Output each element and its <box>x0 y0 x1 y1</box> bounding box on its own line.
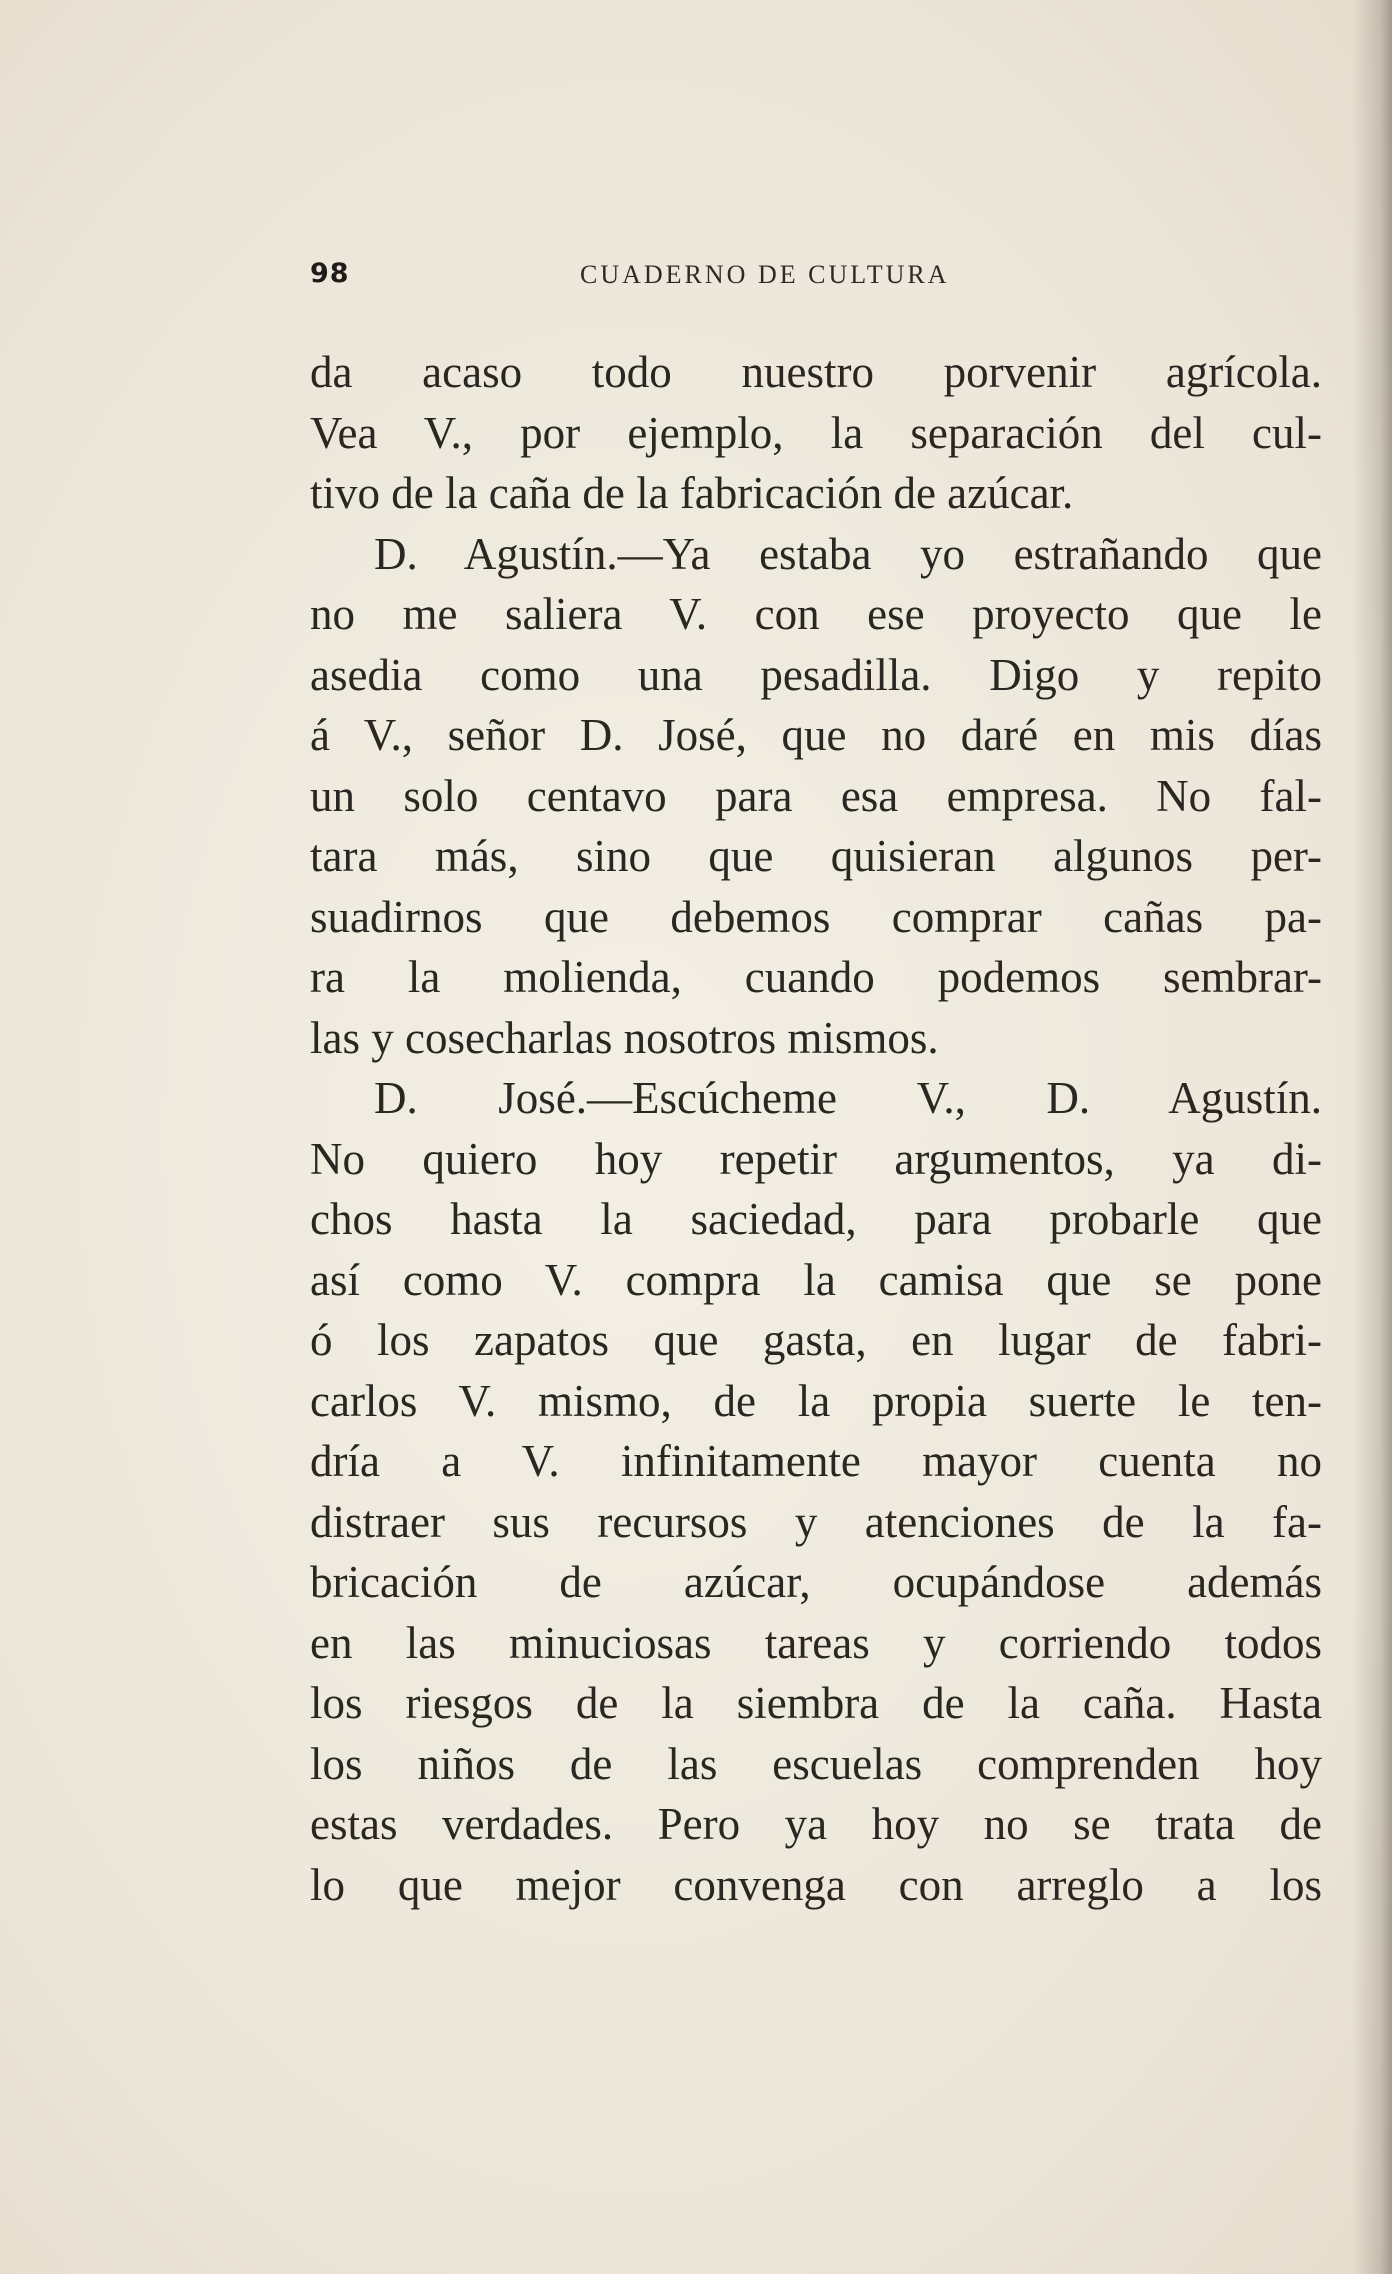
text-line: D. Agustín.—Ya estaba yo estrañando que <box>374 528 1322 579</box>
text-line: á V., señor D. José, que no daré en mis días <box>310 710 1322 760</box>
text-line: bricación de azúcar, ocupándose además <box>310 1557 1322 1607</box>
text-line: un solo centavo para esa empresa. No fal- <box>310 770 1322 821</box>
text-line: en las minuciosas tareas y corriendo todos <box>310 1617 1322 1668</box>
text-line: los riesgos de la siembra de la caña. Hasta <box>310 1678 1322 1728</box>
text-line: tivo de la caña de la fabricación de azúcar. <box>310 468 1074 518</box>
text-line: lo que mejor convenga con arreglo a los <box>310 1859 1322 1910</box>
text-line: no me saliera V. con ese proyecto que le <box>310 589 1322 639</box>
page-number: 98 <box>310 258 350 289</box>
text-line: ó los zapatos que gasta, en lugar de fabri- <box>310 1315 1322 1365</box>
page-edge-shadow <box>1352 0 1392 2274</box>
text-line: los niños de las escuelas comprenden hoy <box>310 1738 1322 1789</box>
text-line: suadirnos que debemos comprar cañas pa- <box>310 891 1322 942</box>
text-line: dría a V. infinitamente mayor cuenta no <box>310 1436 1322 1486</box>
text-line: Vea V., por ejemplo, la separación del cul- <box>310 407 1322 458</box>
text-line: las y cosecharlas nosotros mismos. <box>310 1012 939 1063</box>
running-head: CUADERNO DE CULTURA <box>580 260 950 289</box>
body-text <box>310 342 1322 1915</box>
text-line: da acaso todo nuestro porvenir agrícola. <box>310 347 1322 397</box>
text-line: carlos V. mismo, de la propia suerte le ten- <box>310 1375 1322 1426</box>
page-header <box>310 258 1050 298</box>
text-line: chos hasta la saciedad, para probarle que <box>310 1194 1322 1244</box>
text-line: así como V. compra la camisa que se pone <box>310 1254 1322 1305</box>
text-line: ra la molienda, cuando podemos sembrar- <box>310 952 1322 1002</box>
text-line: tara más, sino que quisieran algunos per- <box>310 831 1322 881</box>
text-line: asedia como una pesadilla. Digo y repito <box>310 649 1322 700</box>
text-line: estas verdades. Pero ya hoy no se trata de <box>310 1799 1322 1849</box>
text-line: D. José.—Escúcheme V., D. Agustín. <box>374 1073 1322 1123</box>
text-line: distraer sus recursos y atenciones de la fa- <box>310 1496 1322 1547</box>
text-line: No quiero hoy repetir argumentos, ya di- <box>310 1133 1322 1184</box>
